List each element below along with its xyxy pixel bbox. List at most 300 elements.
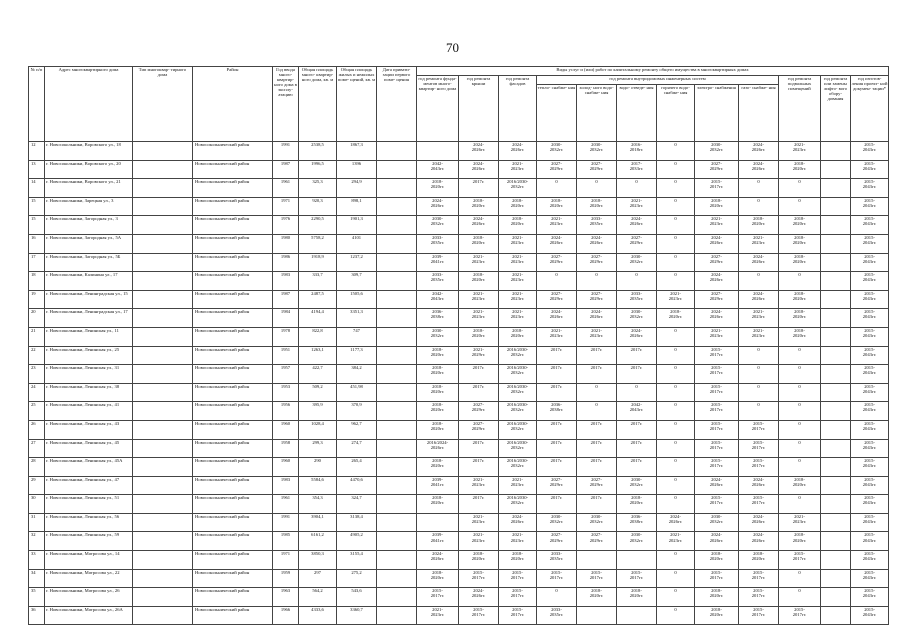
- cell-privatization-date: [377, 216, 417, 235]
- cell-electricity: 2015- 2017гг.: [695, 458, 739, 477]
- cell-privatization-date: [377, 179, 417, 198]
- cell-hot-water: 0: [657, 402, 695, 421]
- cell-repair-functional: 2039- 2041гг.: [417, 476, 459, 495]
- cell-repair-facade: 2018- 2020гг.: [499, 327, 537, 346]
- cell-heating: 2017г.: [537, 346, 577, 365]
- cell-heating: 0: [537, 179, 577, 198]
- cell-elevator: [821, 532, 851, 551]
- cell-num: 27: [29, 439, 45, 458]
- cell-house-type: [133, 532, 193, 551]
- cell-num: 20: [29, 309, 45, 328]
- header-repair-functional: год ремонта фунда- ментов много- квартир- ного дома: [417, 76, 459, 142]
- table-row: [29, 420, 889, 439]
- cell-year: 1966: [273, 606, 299, 625]
- table-row: [29, 234, 889, 253]
- cell-hot-water: 0: [657, 383, 695, 402]
- cell-gas: 2024- 2026гг.: [739, 142, 779, 161]
- cell-hot-water: 0: [657, 216, 695, 235]
- cell-district: Новосокольнический район: [193, 495, 273, 514]
- cell-basement: 0: [779, 420, 821, 439]
- cell-gas: 2024- 2026гг.: [739, 253, 779, 272]
- table-row: [29, 476, 889, 495]
- cell-house-type: [133, 439, 193, 458]
- cell-elevator: [821, 272, 851, 291]
- cell-hot-water: 2021- 2023гг.: [657, 290, 695, 309]
- cell-gas: 2021- 2023гг.: [739, 309, 779, 328]
- cell-house-type: [133, 495, 193, 514]
- cell-num: 19: [29, 290, 45, 309]
- cell-basement: 2015- 2017гг.: [779, 551, 821, 570]
- cell-repair-functional: 2021- 2023гг.: [417, 606, 459, 625]
- cell-privatization-date: [377, 606, 417, 625]
- cell-repair-functional: 2030- 2032гг.: [417, 327, 459, 346]
- cell-total-area: 422,7: [299, 365, 337, 384]
- cell-electricity: 2015- 2017гг.: [695, 383, 739, 402]
- cell-elevator: [821, 346, 851, 365]
- cell-electricity: 2018- 2020гг.: [695, 606, 739, 625]
- cell-address: г. Новосокольники, Ленинградская ул., 15: [45, 290, 133, 309]
- cell-project-docs: 2015- 2043гг.: [851, 551, 889, 570]
- cell-repair-facade: 2016/2030- 2032гг.: [499, 365, 537, 384]
- cell-elevator: [821, 383, 851, 402]
- cell-num: 34: [29, 569, 45, 588]
- cell-electricity: 2015- 2017гг.: [695, 346, 739, 365]
- cell-hot-water: 0: [657, 253, 695, 272]
- cell-elevator: [821, 402, 851, 421]
- cell-privatization-date: [377, 439, 417, 458]
- cell-district: Новосокольнический район: [193, 290, 273, 309]
- cell-total-area: 2487,5: [299, 290, 337, 309]
- cell-basement: 0: [779, 179, 821, 198]
- cell-district: Новосокольнический район: [193, 551, 273, 570]
- cell-district: Новосокольнический район: [193, 253, 273, 272]
- cell-elevator: [821, 476, 851, 495]
- cell-gas: 0: [739, 272, 779, 291]
- cell-year: 1961: [273, 495, 299, 514]
- cell-repair-functional: 2024- 2026гг.: [417, 197, 459, 216]
- cell-hot-water: 0: [657, 569, 695, 588]
- cell-repair-roof: 2024- 2026гг.: [459, 588, 499, 607]
- cell-year: 1961: [273, 179, 299, 198]
- cell-sewerage: 2017г.: [617, 365, 657, 384]
- cell-house-type: [133, 327, 193, 346]
- cell-cold-water: 0: [577, 179, 617, 198]
- cell-electricity: 2030- 2032гг.: [695, 142, 739, 161]
- cell-living-area: 370,9: [337, 402, 377, 421]
- cell-basement: 2018- 2020гг.: [779, 532, 821, 551]
- cell-repair-facade: 2018- 2020гг.: [499, 197, 537, 216]
- cell-address: г. Новосокольники, Ленинская ул., 47: [45, 476, 133, 495]
- cell-num: 23: [29, 365, 45, 384]
- cell-heating: 2017г.: [537, 439, 577, 458]
- cell-house-type: [133, 476, 193, 495]
- cell-electricity: 2015- 2017гг.: [695, 402, 739, 421]
- cell-house-type: [133, 272, 193, 291]
- cell-living-area: 309,7: [337, 272, 377, 291]
- cell-privatization-date: [377, 290, 417, 309]
- cell-sewerage: 2017г.: [617, 346, 657, 365]
- header-gas: газо- снабже- ния: [739, 85, 779, 142]
- cell-district: Новосокольнический район: [193, 327, 273, 346]
- cell-basement: 2018- 2020гг.: [779, 160, 821, 179]
- cell-project-docs: 2015- 2043гг.: [851, 365, 889, 384]
- cell-year: 1987: [273, 290, 299, 309]
- cell-house-type: [133, 142, 193, 161]
- cell-house-type: [133, 253, 193, 272]
- cell-heating: 2017г.: [537, 365, 577, 384]
- table-row: [29, 495, 889, 514]
- cell-sewerage: 2033- 2035гг.: [617, 290, 657, 309]
- cell-total-area: 822,8: [299, 327, 337, 346]
- cell-num: 16: [29, 234, 45, 253]
- cell-privatization-date: [377, 309, 417, 328]
- cell-address: г. Новосокольники, Загородная ул., 3: [45, 216, 133, 235]
- cell-sewerage: 2017г.: [617, 439, 657, 458]
- cell-living-area: 274,7: [337, 439, 377, 458]
- cell-repair-roof: 2017г.: [459, 495, 499, 514]
- cell-district: Новосокольнический район: [193, 476, 273, 495]
- cell-district: Новосокольнический район: [193, 216, 273, 235]
- cell-repair-functional: 2018- 2020гг.: [417, 179, 459, 198]
- cell-num: 15: [29, 197, 45, 216]
- table-row: [29, 346, 889, 365]
- header-living-area: Общая площадь жилых и нежилых поме- щений, кв. м: [337, 67, 377, 142]
- cell-repair-roof: 2015- 2017гг.: [459, 606, 499, 625]
- cell-sewerage: 2021- 2023гг.: [617, 197, 657, 216]
- table-row: [29, 216, 889, 235]
- cell-year: 1959: [273, 569, 299, 588]
- cell-cold-water: 2030- 2032гг.: [577, 513, 617, 532]
- cell-gas: 2021- 2023гг.: [739, 327, 779, 346]
- cell-hot-water: 0: [657, 160, 695, 179]
- cell-house-type: [133, 197, 193, 216]
- cell-cold-water: 0: [577, 383, 617, 402]
- cell-privatization-date: [377, 458, 417, 477]
- cell-electricity: 2018- 2020гг.: [695, 551, 739, 570]
- header-district: Район: [193, 67, 273, 142]
- cell-house-type: [133, 160, 193, 179]
- header-hot-water: горячего водо- снабже- ния: [657, 85, 695, 142]
- cell-heating: 2027- 2029гг.: [537, 476, 577, 495]
- cell-total-area: 297: [299, 569, 337, 588]
- cell-cold-water: [577, 551, 617, 570]
- cell-repair-facade: 2015- 2017гг.: [499, 588, 537, 607]
- cell-repair-facade: 2016/2030- 2032гг.: [499, 346, 537, 365]
- cell-repair-facade: 2018- 2020гг.: [499, 551, 537, 570]
- cell-project-docs: 2015- 2043гг.: [851, 142, 889, 161]
- table-row: [29, 383, 889, 402]
- cell-project-docs: 2015- 2043гг.: [851, 495, 889, 514]
- cell-total-area: 6161,2: [299, 532, 337, 551]
- cell-heating: 2027- 2029гг.: [537, 160, 577, 179]
- cell-gas: 0: [739, 197, 779, 216]
- cell-repair-roof: 2015- 2017гг.: [459, 569, 499, 588]
- cell-district: Новосокольнический район: [193, 346, 273, 365]
- cell-repair-roof: 2017г.: [459, 458, 499, 477]
- cell-privatization-date: [377, 346, 417, 365]
- cell-num: 28: [29, 458, 45, 477]
- cell-heating: 2017г.: [537, 458, 577, 477]
- cell-total-area: 354,3: [299, 495, 337, 514]
- cell-hot-water: 0: [657, 420, 695, 439]
- table-row: [29, 327, 889, 346]
- cell-num: 15: [29, 216, 45, 235]
- cell-repair-roof: 2018- 2020гг.: [459, 272, 499, 291]
- cell-electricity: 2015- 2017гг.: [695, 495, 739, 514]
- cell-privatization-date: [377, 272, 417, 291]
- cell-heating: 2021- 2023гг.: [537, 216, 577, 235]
- cell-privatization-date: [377, 142, 417, 161]
- cell-living-area: 324,7: [337, 495, 377, 514]
- cell-repair-facade: 2015- 2017гг.: [499, 606, 537, 625]
- cell-repair-facade: 2016/2030- 2032гг.: [499, 439, 537, 458]
- cell-address: г. Новосокольники, Воровского ул., 21: [45, 179, 133, 198]
- cell-sewerage: 2017г.: [617, 458, 657, 477]
- cell-repair-functional: 2033- 2035гг.: [417, 272, 459, 291]
- cell-gas: 2021- 2023гг.: [739, 234, 779, 253]
- cell-basement: 0: [779, 402, 821, 421]
- cell-living-area: 451,98: [337, 383, 377, 402]
- cell-heating: 2027- 2029гг.: [537, 290, 577, 309]
- cell-elevator: [821, 327, 851, 346]
- cell-cold-water: 2017г.: [577, 439, 617, 458]
- capital-repair-table: [28, 66, 889, 625]
- cell-num: 17: [29, 253, 45, 272]
- cell-cold-water: 2027- 2029гг.: [577, 532, 617, 551]
- cell-num: 14: [29, 179, 45, 198]
- cell-hot-water: 0: [657, 272, 695, 291]
- cell-basement: 2021- 2023гг.: [779, 513, 821, 532]
- cell-total-area: 325,3: [299, 179, 337, 198]
- cell-cold-water: 2015- 2017гг.: [577, 569, 617, 588]
- header-privatization-date: Дата привати- зации первого поме- щения: [377, 67, 417, 142]
- cell-gas: 2024- 2026гг.: [739, 290, 779, 309]
- cell-repair-roof: 2018- 2020гг.: [459, 234, 499, 253]
- cell-repair-roof: 2021- 2023гг.: [459, 513, 499, 532]
- cell-elevator: [821, 179, 851, 198]
- cell-sewerage: 2030- 2032гг.: [617, 309, 657, 328]
- cell-sewerage: 2024- 2026гг.: [617, 216, 657, 235]
- cell-basement: 0: [779, 458, 821, 477]
- header-services-group: Виды услуг и (или) работ по капитальному ремонту общего имущества в многоквартирных домах: [417, 67, 889, 76]
- cell-basement: 0: [779, 346, 821, 365]
- cell-elevator: [821, 216, 851, 235]
- cell-repair-facade: 2021- 2023гг.: [499, 290, 537, 309]
- cell-basement: 2018- 2020гг.: [779, 476, 821, 495]
- table-row: [29, 253, 889, 272]
- header-basement: год ремонта подвальных помещений: [779, 76, 821, 142]
- cell-project-docs: 2015- 2043гг.: [851, 253, 889, 272]
- table-row: [29, 402, 889, 421]
- cell-privatization-date: [377, 253, 417, 272]
- cell-privatization-date: [377, 495, 417, 514]
- cell-sewerage: 0: [617, 179, 657, 198]
- cell-repair-functional: 2030- 2032гг.: [417, 216, 459, 235]
- cell-heating: 2033- 2035гг.: [537, 551, 577, 570]
- cell-total-area: 3904,1: [299, 513, 337, 532]
- cell-year: 1960: [273, 458, 299, 477]
- cell-address: г. Новосокольники, Матросова ул., 22: [45, 569, 133, 588]
- cell-hot-water: 2024- 2026гг.: [657, 513, 695, 532]
- cell-house-type: [133, 402, 193, 421]
- cell-cold-water: 2017г.: [577, 458, 617, 477]
- cell-living-area: 384,2: [337, 365, 377, 384]
- cell-repair-facade: 2021- 2023гг.: [499, 309, 537, 328]
- cell-year: 1978: [273, 327, 299, 346]
- cell-repair-functional: 2042- 2043гг.: [417, 290, 459, 309]
- cell-repair-roof: 2018- 2020гг.: [459, 197, 499, 216]
- cell-district: Новосокольнический район: [193, 160, 273, 179]
- cell-elevator: [821, 290, 851, 309]
- cell-year: 1971: [273, 551, 299, 570]
- cell-privatization-date: [377, 476, 417, 495]
- cell-sewerage: 2027- 2029гг.: [617, 234, 657, 253]
- cell-elevator: [821, 365, 851, 384]
- cell-house-type: [133, 513, 193, 532]
- cell-gas: 2015- 2017гг.: [739, 495, 779, 514]
- cell-sewerage: 0: [617, 272, 657, 291]
- header-engineering-group: год ремонта внутридомовых инженерных систем: [537, 76, 779, 85]
- cell-address: г. Новосокольники, Ленинская ул., 38: [45, 383, 133, 402]
- cell-elevator: [821, 606, 851, 625]
- cell-elevator: [821, 253, 851, 272]
- cell-total-area: 299,3: [299, 439, 337, 458]
- cell-address: г. Новосокольники, Ленинская ул., 41: [45, 402, 133, 421]
- cell-project-docs: 2015- 2043гг.: [851, 588, 889, 607]
- cell-heating: 2036- 2038гг.: [537, 402, 577, 421]
- cell-basement: 2018- 2020гг.: [779, 216, 821, 235]
- cell-year: 1985: [273, 532, 299, 551]
- cell-sewerage: 2030- 2032гг.: [617, 476, 657, 495]
- cell-repair-roof: 2024- 2026гг.: [459, 216, 499, 235]
- cell-address: г. Новосокольники, Воровского ул., 20: [45, 160, 133, 179]
- cell-year: 1984: [273, 309, 299, 328]
- cell-repair-facade: 2024- 2026гг.: [499, 513, 537, 532]
- cell-address: г. Новосокольники, Ленинская ул., 45А: [45, 458, 133, 477]
- table-row: [29, 532, 889, 551]
- cell-heating: 2030- 2032гг.: [537, 513, 577, 532]
- cell-sewerage: 2015- 2017гг.: [617, 569, 657, 588]
- header-heating: тепло- снабже- ния: [537, 85, 577, 142]
- cell-house-type: [133, 458, 193, 477]
- cell-sewerage: 2018- 2020гг.: [617, 495, 657, 514]
- cell-electricity: 2027- 2029гг.: [695, 253, 739, 272]
- cell-cold-water: 2018- 2020гг.: [577, 197, 617, 216]
- cell-project-docs: 2015- 2043гг.: [851, 458, 889, 477]
- cell-repair-functional: [417, 142, 459, 161]
- cell-district: Новосокольнический район: [193, 458, 273, 477]
- cell-project-docs: 2015- 2043гг.: [851, 569, 889, 588]
- cell-privatization-date: [377, 234, 417, 253]
- cell-sewerage: 2017- 2033гг.: [617, 160, 657, 179]
- cell-elevator: [821, 439, 851, 458]
- cell-electricity: 2024- 2026гг.: [695, 309, 739, 328]
- cell-project-docs: 2015- 2043гг.: [851, 346, 889, 365]
- cell-repair-functional: 2018- 2020гг.: [417, 458, 459, 477]
- cell-project-docs: 2015- 2043гг.: [851, 160, 889, 179]
- cell-basement: 2018- 2020гг.: [779, 253, 821, 272]
- cell-living-area: 1505,6: [337, 290, 377, 309]
- cell-num: 36: [29, 606, 45, 625]
- cell-gas: 0: [739, 383, 779, 402]
- cell-district: Новосокольнический район: [193, 402, 273, 421]
- cell-repair-roof: 2021- 2023гг.: [459, 532, 499, 551]
- cell-hot-water: 2021- 2023гг.: [657, 532, 695, 551]
- cell-sewerage: [617, 606, 657, 625]
- cell-total-area: 1996,5: [299, 160, 337, 179]
- cell-heating: 2027- 2029гг.: [537, 532, 577, 551]
- cell-repair-facade: 2024- 2026гг.: [499, 142, 537, 161]
- cell-project-docs: 2015- 2043гг.: [851, 439, 889, 458]
- cell-hot-water: 0: [657, 179, 695, 198]
- cell-heating: 2030- 2032гг.: [537, 142, 577, 161]
- cell-house-type: [133, 588, 193, 607]
- cell-electricity: 2018- 2020гг.: [695, 197, 739, 216]
- cell-heating: 2015- 2017гг.: [537, 569, 577, 588]
- cell-hot-water: 0: [657, 142, 695, 161]
- cell-electricity: 2024- 2026гг.: [695, 234, 739, 253]
- cell-total-area: 333,7: [299, 272, 337, 291]
- cell-repair-facade: 2021- 2023гг.: [499, 253, 537, 272]
- cell-gas: 2024- 2026гг.: [739, 532, 779, 551]
- cell-heating: 2033- 2035гг.: [537, 606, 577, 625]
- cell-repair-functional: 2018- 2020гг.: [417, 346, 459, 365]
- cell-electricity: 2015- 2017гг.: [695, 439, 739, 458]
- cell-heating: 2021- 2023гг.: [537, 327, 577, 346]
- cell-total-area: 395,9: [299, 402, 337, 421]
- cell-basement: 0: [779, 439, 821, 458]
- cell-num: 30: [29, 495, 45, 514]
- header-repair-facade: год ремонта фасадов: [499, 76, 537, 142]
- cell-privatization-date: [377, 513, 417, 532]
- cell-gas: 0: [739, 365, 779, 384]
- cell-living-area: 747: [337, 327, 377, 346]
- cell-total-area: 564,2: [299, 588, 337, 607]
- cell-repair-functional: 2024- 2026гг.: [417, 551, 459, 570]
- cell-privatization-date: [377, 197, 417, 216]
- cell-sewerage: 2030- 2032гг.: [617, 253, 657, 272]
- cell-gas: 2024- 2026гг.: [739, 513, 779, 532]
- cell-project-docs: 2015- 2043гг.: [851, 513, 889, 532]
- cell-district: Новосокольнический район: [193, 179, 273, 198]
- header-year: Год ввода много- квартир- ного дома в эксплу- атацию: [273, 67, 299, 142]
- cell-year: 1980: [273, 234, 299, 253]
- cell-house-type: [133, 606, 193, 625]
- cell-address: г. Новосокольники, Матросова ул., 14: [45, 551, 133, 570]
- cell-repair-functional: 2018- 2020гг.: [417, 420, 459, 439]
- cell-basement: 2015- 2017гг.: [779, 606, 821, 625]
- cell-repair-facade: 2021- 2023гг.: [499, 532, 537, 551]
- cell-elevator: [821, 495, 851, 514]
- cell-house-type: [133, 234, 193, 253]
- cell-repair-facade: 2016/2030- 2032гг.: [499, 420, 537, 439]
- cell-living-area: 4470,6: [337, 476, 377, 495]
- cell-living-area: 294,9: [337, 179, 377, 198]
- cell-electricity: 2015- 2017гг.: [695, 420, 739, 439]
- cell-hot-water: 0: [657, 365, 695, 384]
- table-row: [29, 439, 889, 458]
- cell-district: Новосокольнический район: [193, 197, 273, 216]
- cell-num: 26: [29, 420, 45, 439]
- cell-electricity: 2021- 2023гг.: [695, 216, 739, 235]
- cell-repair-facade: 2016/2030- 2032гг.: [499, 383, 537, 402]
- cell-total-area: 509,2: [299, 383, 337, 402]
- cell-gas: 0: [739, 346, 779, 365]
- cell-repair-roof: 2017г.: [459, 383, 499, 402]
- cell-basement: 0: [779, 569, 821, 588]
- cell-elevator: [821, 588, 851, 607]
- cell-district: Новосокольнический район: [193, 142, 273, 161]
